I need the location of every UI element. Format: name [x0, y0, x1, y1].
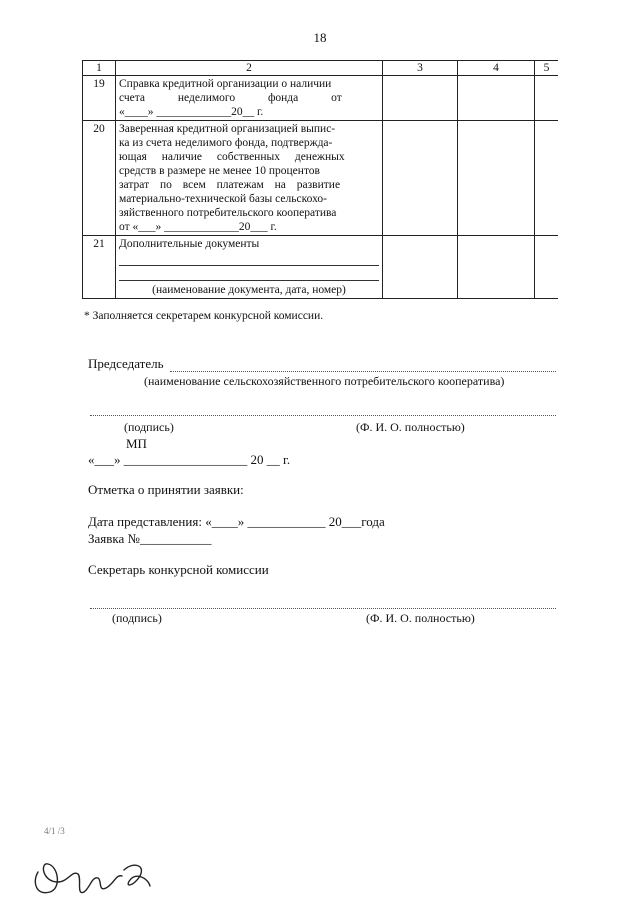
table-row [83, 236, 559, 299]
row-number: 20 [83, 121, 116, 236]
row-text-line: «____» _____________20__ г. [119, 106, 264, 118]
row-cell-3 [383, 121, 458, 236]
row-text-line: затрат по всем платежам на развитие [119, 179, 341, 191]
secretary-sign-caption: (подпись) [112, 611, 162, 625]
chairman-sign-line [90, 415, 556, 416]
blank-line [119, 268, 379, 281]
chairman-sign-caption: (подпись) [124, 420, 174, 434]
header-col-1: 1 [83, 61, 116, 76]
secretary-fio-caption: (Ф. И. О. полностью) [366, 611, 475, 625]
row-cell-5 [535, 76, 559, 121]
row-description [116, 76, 383, 121]
seal-mark: МП [126, 436, 147, 451]
table-header-row [83, 61, 559, 76]
row-cell-4 [458, 236, 535, 299]
row-caption: (наименование документа, дата, номер) [152, 284, 346, 296]
footnote: * Заполняется секретарем конкурсной комиссии. [84, 310, 324, 322]
blank-line [119, 253, 379, 266]
application-number: Заявка №___________ [88, 531, 212, 546]
row-description [116, 236, 383, 299]
row-cell-5 [535, 121, 559, 236]
page-number: 18 [313, 30, 327, 45]
acceptance-heading: Отметка о принятии заявки: [88, 482, 244, 497]
chairman-date: «___» ___________________ 20 __ г. [88, 452, 291, 467]
documents-table [82, 60, 558, 299]
row-cell-5 [535, 236, 559, 299]
handwritten-signature [28, 852, 158, 900]
table-row [83, 76, 559, 121]
chairman-org-caption: (наименование сельскохозяйственного потребительского кооператива) [144, 374, 505, 388]
submission-date: Дата представления: «____» ____________ 20___года [88, 514, 385, 529]
row-number: 19 [83, 76, 116, 121]
row-text-line: зяйственного потребительского кооператива [119, 207, 337, 219]
row-text-line: счета неделимого фонда от [119, 92, 342, 104]
header-col-2: 2 [116, 61, 383, 76]
header-col-3: 3 [383, 61, 458, 76]
row-text-line: Справка кредитной организации о наличии [119, 78, 332, 90]
row-text-line: ка из счета неделимого фонда, подтвержда- [119, 137, 333, 149]
row-cell-3 [383, 236, 458, 299]
row-text-line: Заверенная кредитной организацией выпис- [119, 123, 336, 135]
secretary-label: Секретарь конкурсной комиссии [88, 562, 269, 577]
chairman-org-line [170, 371, 556, 372]
chairman-fio-caption: (Ф. И. О. полностью) [356, 420, 465, 434]
secretary-sign-line [90, 608, 556, 609]
header-col-4: 4 [458, 61, 535, 76]
row-cell-4 [458, 76, 535, 121]
row-text-line: от «___» _____________20___ г. [119, 221, 277, 233]
row-title: Дополнительные документы [119, 238, 260, 250]
row-description [116, 121, 383, 236]
header-col-5: 5 [535, 61, 559, 76]
chairman-label: Председатель [88, 356, 164, 371]
stamp-mark: 4/1 /3 [44, 826, 65, 836]
row-text-line: ющая наличие собственных денежных [119, 151, 345, 163]
row-cell-3 [383, 76, 458, 121]
row-number: 21 [83, 236, 116, 299]
row-cell-4 [458, 121, 535, 236]
row-text-line: материально-технической базы сельскохо- [119, 193, 327, 205]
row-text-line: средств в размере не менее 10 процентов [119, 165, 320, 177]
table-row [83, 121, 559, 236]
